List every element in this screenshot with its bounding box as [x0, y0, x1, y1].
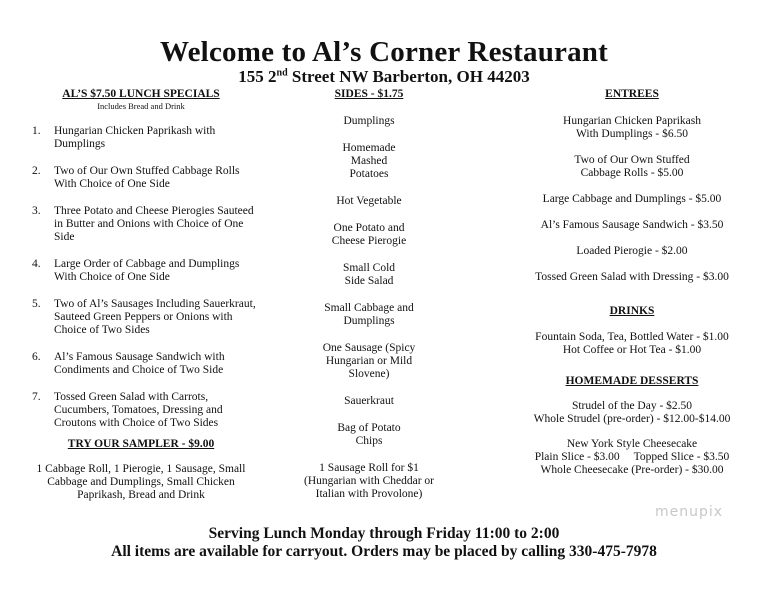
restaurant-address	[0, 67, 768, 87]
cheesecake-plain-slice: Plain Slice - $3.00	[534, 451, 620, 463]
entrees-column	[522, 88, 742, 477]
entrees-heading: ENTREES	[605, 88, 659, 100]
list-item: One Sausage (Spicy Hungarian or Mild Slovene)	[322, 342, 416, 380]
list-item: Dumplings	[343, 115, 395, 127]
list-item	[22, 298, 260, 337]
list-item: Hungarian Chicken Paprikash With Dumplings - $6.50	[563, 115, 701, 140]
item-text: Hungarian Chicken Paprikash with Dumplings	[54, 125, 216, 150]
serving-hours: Serving Lunch Monday through Friday 11:00 to 2:00	[208, 525, 560, 542]
item-number: 7.	[32, 391, 41, 403]
list-item: Tossed Green Salad with Dressing - $3.00	[535, 271, 729, 283]
list-item: Hot Vegetable	[336, 195, 402, 207]
sides-column	[290, 88, 448, 501]
sampler-heading: TRY OUR SAMPLER - $9.00	[67, 438, 215, 450]
lunch-specials-heading: AL’S $7.50 LUNCH SPECIALS	[62, 88, 220, 100]
list-item	[22, 391, 260, 430]
dessert-strudel-day: Strudel of the Day - $2.50	[571, 400, 693, 412]
list-item: Bag of Potato Chips	[337, 422, 401, 447]
item-text: Large Order of Cabbage and Dumplings With Choice of One Side	[54, 258, 240, 283]
list-item: Small Cold Side Salad	[342, 262, 396, 287]
item-number: 3.	[32, 205, 41, 217]
list-item: One Potato and Cheese Pierogie	[331, 222, 407, 247]
list-item: Homemade Mashed Potatoes	[342, 142, 396, 180]
menupix-watermark: menupix	[655, 504, 724, 520]
list-item: Two of Our Own Stuffed Cabbage Rolls - $5.00	[574, 154, 690, 179]
lunch-specials-list	[22, 125, 260, 430]
item-text: Two of Al’s Sausages Including Sauerkraut, Sauteed Green Peppers or Onions with Choice of Two Sides	[54, 298, 256, 336]
list-item: Al’s Famous Sausage Sandwich - $3.50	[540, 219, 724, 231]
list-item: Sauerkraut	[344, 395, 394, 407]
item-number: 4.	[32, 258, 41, 270]
list-item: Large Cabbage and Dumplings - $5.00	[542, 193, 722, 205]
list-item	[22, 351, 260, 377]
item-number: 6.	[32, 351, 41, 363]
desserts-heading: HOMEMADE DESSERTS	[565, 375, 699, 387]
item-number: 1.	[32, 125, 41, 137]
list-item: 1 Sausage Roll for $1 (Hungarian with Cheddar or Italian with Provolone)	[304, 462, 434, 500]
list-item: Loaded Pierogie - $2.00	[576, 245, 688, 257]
carryout-notice: All items are available for carryout. Orders may be placed by calling 330-475-7978	[111, 543, 657, 560]
item-text: Al’s Famous Sausage Sandwich with Condiments and Choice of Two Side	[54, 351, 225, 376]
cheesecake-whole: Whole Cheesecake (Pre-order) - $30.00	[540, 464, 724, 476]
item-number: 5.	[32, 298, 41, 310]
address-suffix: nd	[276, 67, 288, 79]
lunch-specials-column	[22, 88, 260, 502]
address-rest: Street NW Barberton, OH 44203	[287, 67, 530, 86]
list-item	[22, 125, 260, 151]
list-item	[22, 205, 260, 244]
drinks-heading: DRINKS	[609, 305, 655, 317]
drinks-line-1: Fountain Soda, Tea, Bottled Water - $1.00	[535, 331, 729, 343]
restaurant-title: Welcome to Al’s Corner Restaurant	[160, 36, 608, 68]
drinks-line-2: Hot Coffee or Hot Tea - $1.00	[562, 344, 702, 356]
sides-heading: SIDES - $1.75	[334, 88, 404, 100]
dessert-whole-strudel: Whole Strudel (pre-order) - $12.00-$14.00	[533, 413, 731, 425]
item-text: Tossed Green Salad with Carrots, Cucumbers, Tomatoes, Dressing and Croutons with Choice of Two Sides	[54, 391, 223, 429]
item-text: Three Potato and Cheese Pierogies Sauteed in Butter and Onions with Choice of One Side	[54, 205, 254, 243]
list-item	[22, 258, 260, 284]
cheesecake-slices	[522, 451, 742, 464]
item-number: 2.	[32, 165, 41, 177]
lunch-specials-subheading: Includes Bread and Drink	[97, 101, 185, 111]
list-item	[22, 165, 260, 191]
item-text: Two of Our Own Stuffed Cabbage Rolls With Choice of One Side	[54, 165, 240, 190]
cheesecake-title: New York Style Cheesecake	[566, 438, 698, 450]
cheesecake-topped-slice: Topped Slice - $3.50	[633, 451, 730, 463]
sampler-description: 1 Cabbage Roll, 1 Pierogie, 1 Sausage, Small Cabbage and Dumplings, Small Chicken Paprikash, Bread and Drink	[36, 463, 246, 501]
address-number: 155 2	[238, 67, 277, 86]
list-item: Small Cabbage and Dumplings	[324, 302, 414, 327]
